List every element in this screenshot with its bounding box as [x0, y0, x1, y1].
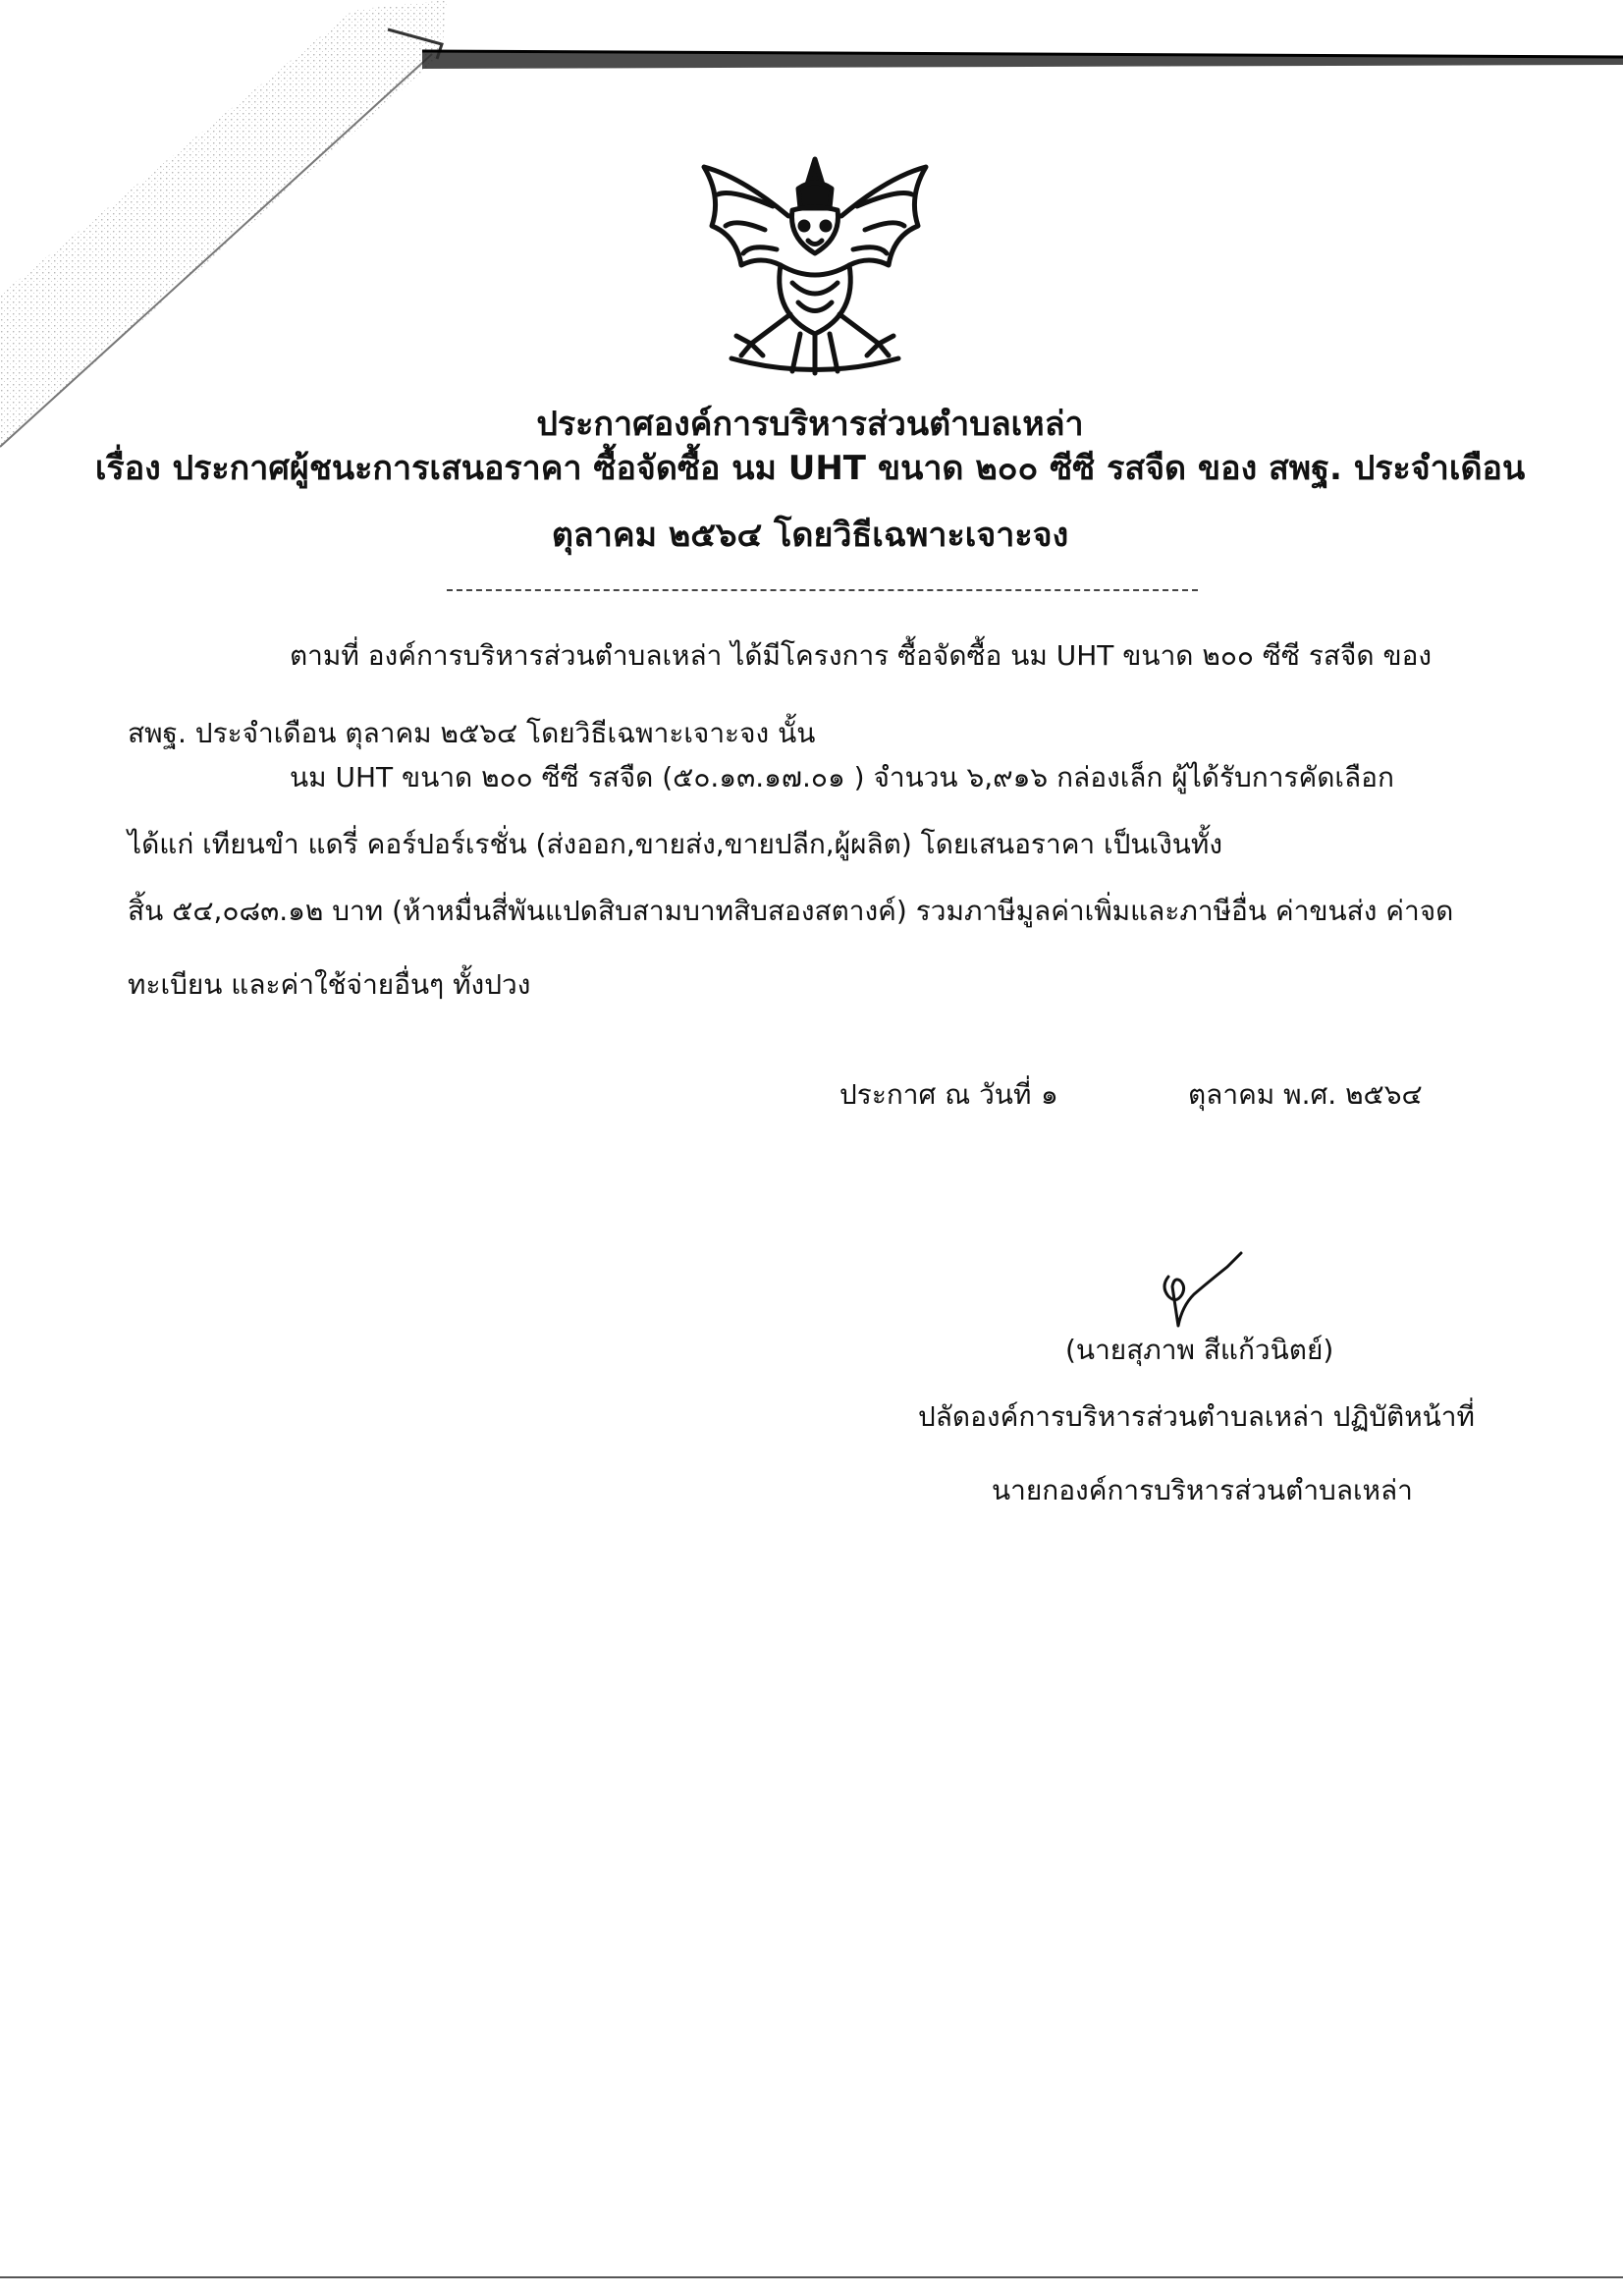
- scan-corner-fold: [0, 0, 461, 452]
- announcement-subject: เรื่อง ประกาศผู้ชนะการเสนอราคา ซื้อจัดซื้อ นม UHT ขนาด ๒๐๐ ซีซี รสจืด ของ สพฐ. ประจำเดือน: [94, 449, 1526, 488]
- body-paragraph-2-line-4: ทะเบียน และค่าใช้จ่ายอื่นๆ ทั้งปวง: [128, 968, 531, 1001]
- announcement-date-day: ๑: [1041, 1078, 1058, 1111]
- body-paragraph-1-line-2: สพฐ. ประจำเดือน ตุลาคม ๒๕๖๔ โดยวิธีเฉพาะเจาะจง นั้น: [128, 717, 816, 749]
- signatory-name: (นายสุภาพ สีแก้วนิตย์): [1065, 1334, 1334, 1366]
- body-paragraph-2-line-3: สิ้น ๕๔,๐๘๓.๑๒ บาท (ห้าหมื่นสี่พันแปดสิบสามบาทสิบสองสตางค์) รวมภาษีมูลค่าเพิ่มและภาษีอื่น ค่าขนส่ง ค่าจด: [128, 895, 1454, 927]
- garuda-emblem-icon: [682, 147, 947, 378]
- announcement-title: ประกาศองค์การบริหารส่วนตำบลเหล่า: [536, 405, 1084, 444]
- announcement-date-prefix: ประกาศ ณ วันที่: [839, 1078, 1032, 1111]
- body-paragraph-1-line-1: ตามที่ องค์การบริหารส่วนตำบลเหล่า ได้มีโครงการ ซื้อจัดซื้อ นม UHT ขนาด ๒๐๐ ซีซี รสจืด ของ: [290, 639, 1433, 672]
- announcement-date-month-year: ตุลาคม พ.ศ. ๒๕๖๔: [1188, 1078, 1423, 1111]
- scan-bottom-edge: [0, 2276, 1623, 2278]
- title-divider: [447, 589, 1198, 591]
- body-paragraph-2-line-1: นม UHT ขนาด ๒๐๐ ซีซี รสจืด (๕๐.๑๓.๑๗.๐๑ ) จำนวน ๖,๙๑๖ กล่องเล็ก ผู้ได้รับการคัดเลือก: [290, 761, 1394, 793]
- scan-top-edge: [422, 47, 1623, 71]
- signatory-position-line-2: นายกองค์การบริหารส่วนตำบลเหล่า: [992, 1474, 1413, 1506]
- handwritten-signature: [1139, 1247, 1247, 1336]
- body-paragraph-2-line-2: ได้แก่ เทียนขำ แดรี่ คอร์ปอร์เรชั่น (ส่งออก,ขายส่ง,ขายปลีก,ผู้ผลิต) โดยเสนอราคา เป็นเงินทั้ง: [128, 828, 1223, 860]
- announcement-subject-cont: ตุลาคม ๒๕๖๔ โดยวิธีเฉพาะเจาะจง: [551, 516, 1069, 555]
- signatory-position-line-1: ปลัดองค์การบริหารส่วนตำบลเหล่า ปฏิบัติหน้าที่: [918, 1400, 1475, 1433]
